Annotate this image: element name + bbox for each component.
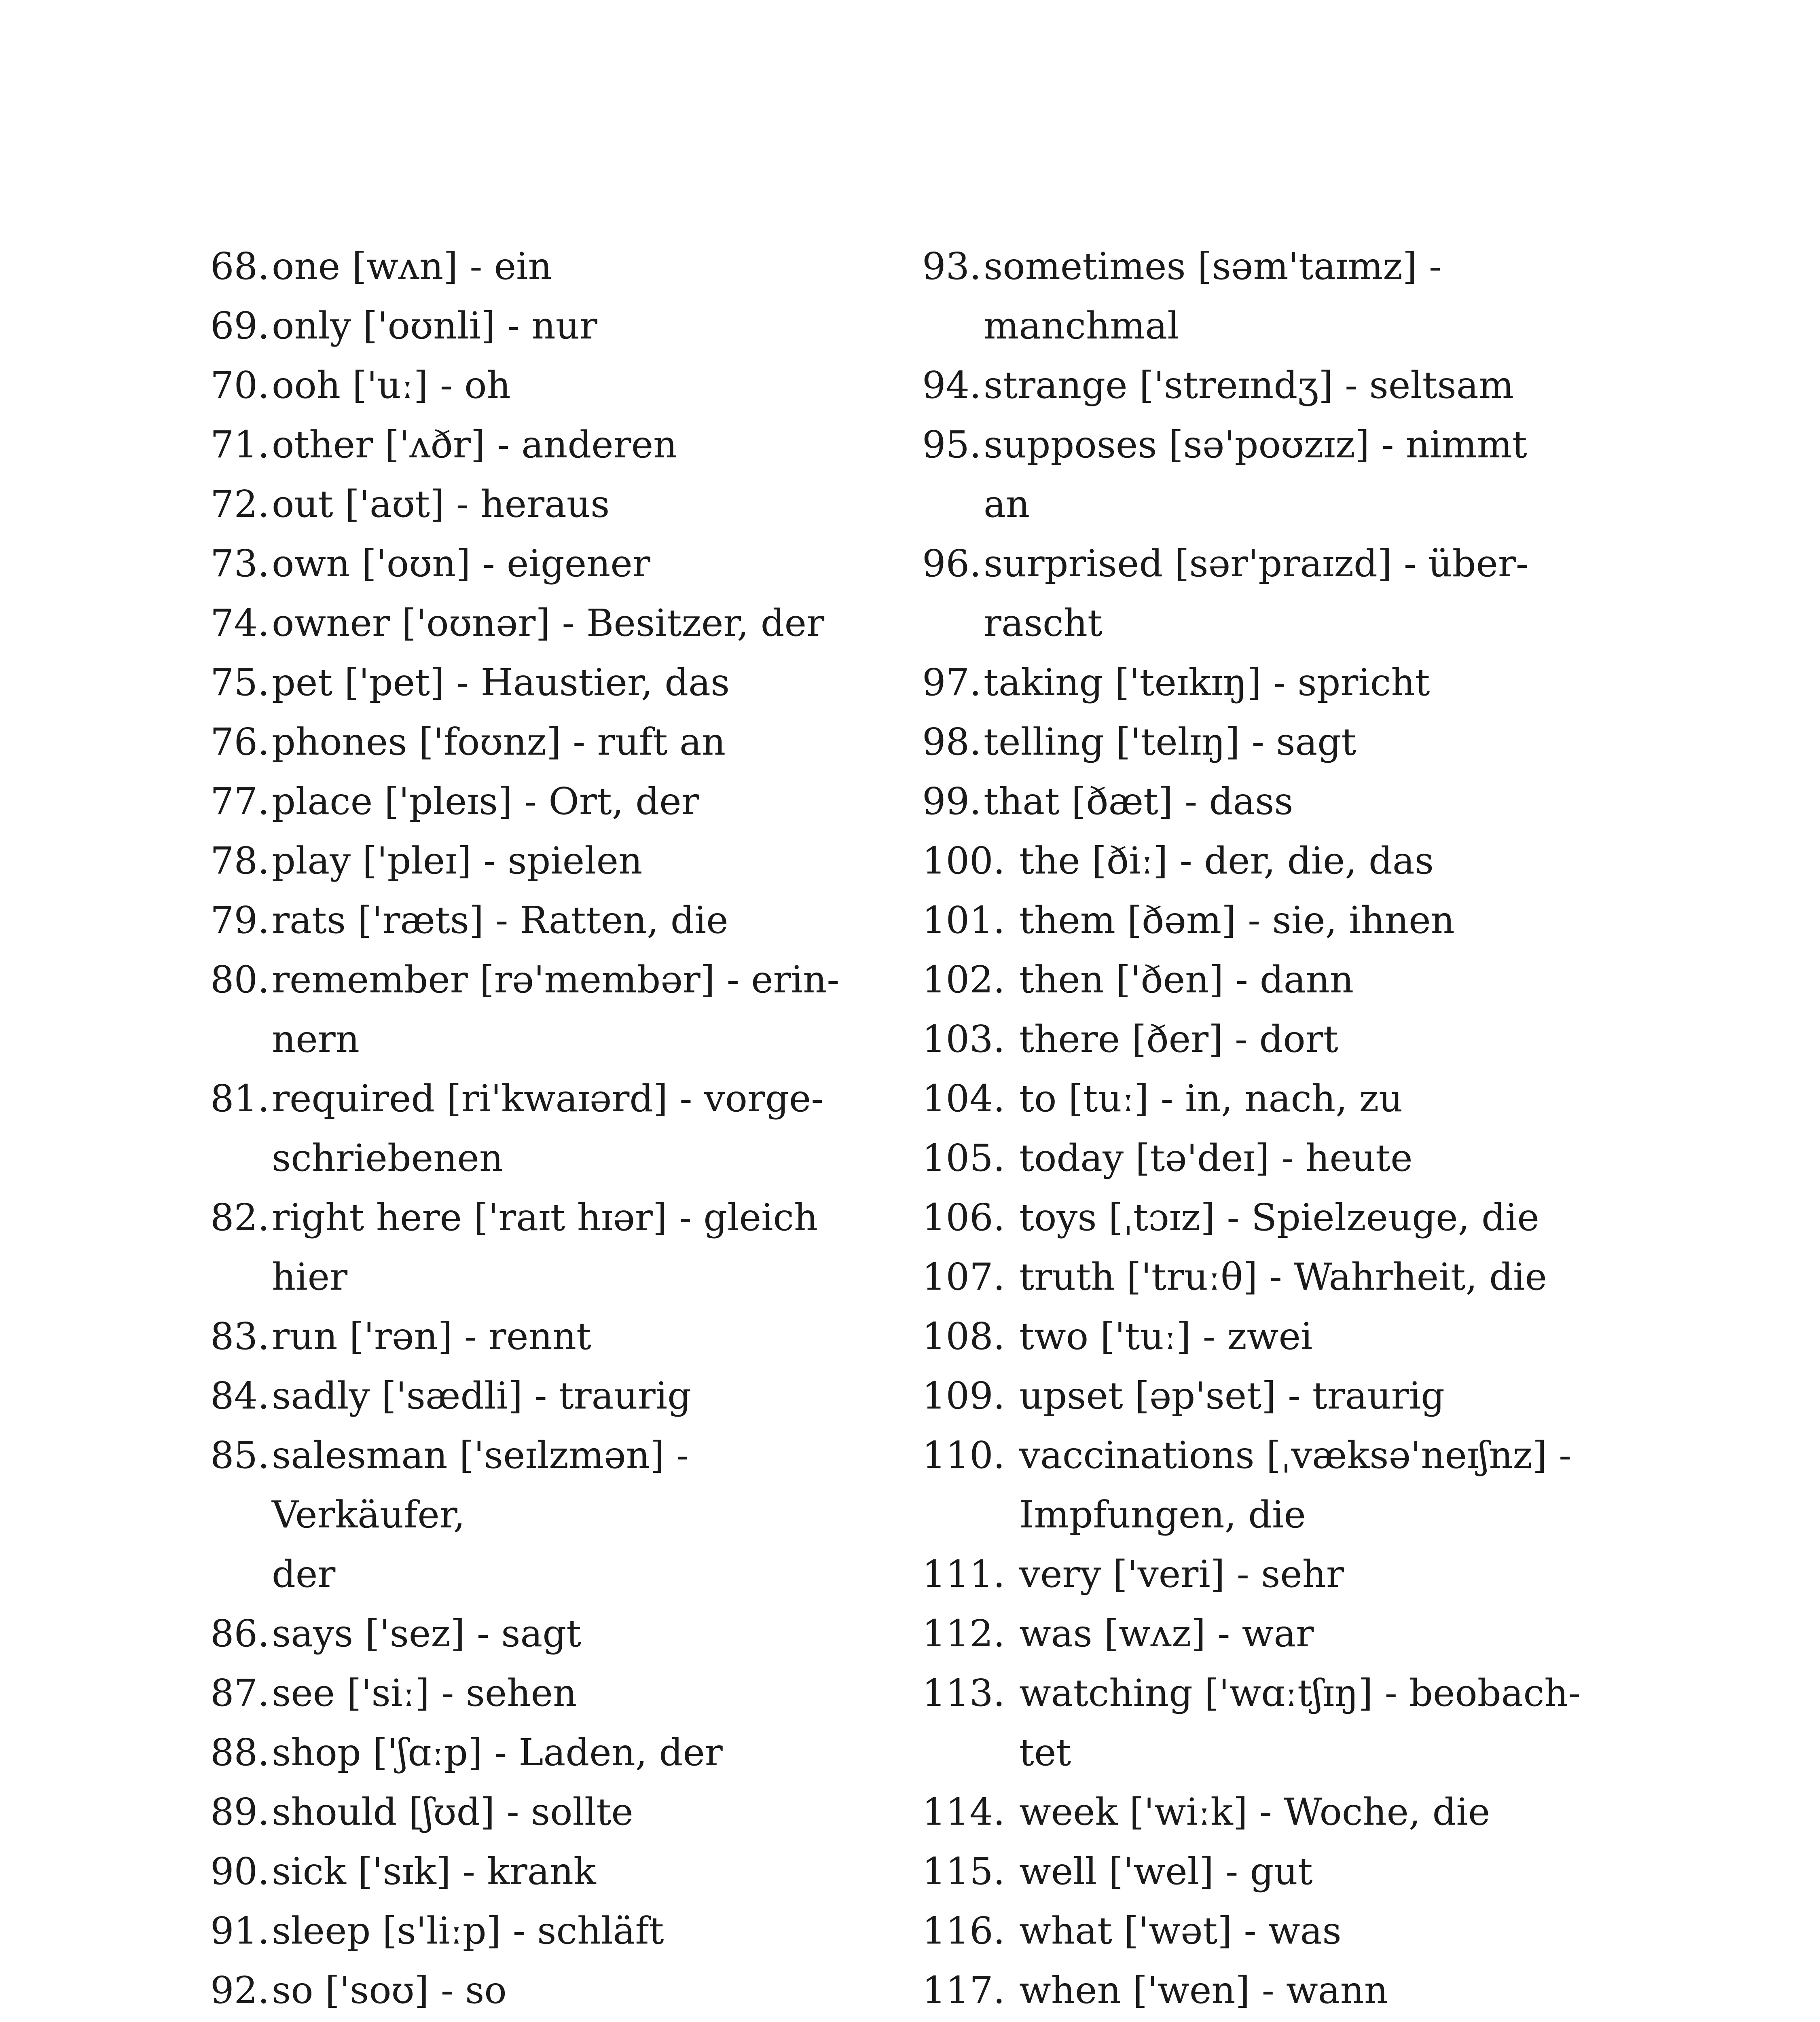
entry-number: 92. bbox=[210, 1969, 270, 2012]
entry-line: sadly ['sædli] - traurig bbox=[272, 1374, 692, 1417]
entry-number: 69. bbox=[210, 304, 270, 347]
entry-text bbox=[1019, 1426, 1585, 1544]
entry-number: 93. bbox=[922, 245, 982, 288]
vocabulary-entry bbox=[922, 1009, 1610, 1069]
entry-text bbox=[984, 237, 1574, 355]
vocabulary-entry bbox=[210, 1604, 898, 1663]
entry-text bbox=[272, 1723, 862, 1782]
entry-line: tet bbox=[1019, 1731, 1071, 1774]
entry-line: when ['wen] - wann bbox=[1019, 1969, 1388, 2012]
entry-line: strange ['streɪndʒ] - seltsam bbox=[984, 364, 1514, 407]
vocabulary-entry bbox=[210, 237, 898, 296]
entry-line: own ['oʊn] - eigener bbox=[272, 542, 650, 585]
entry-line: surprised [sər'praɪzd] - über- bbox=[984, 542, 1528, 585]
entry-number: 81. bbox=[210, 1077, 270, 1120]
entry-number: 95. bbox=[922, 423, 982, 466]
vocabulary-entry bbox=[922, 1544, 1610, 1604]
vocabulary-entry bbox=[922, 831, 1610, 890]
entry-number: 89. bbox=[210, 1790, 270, 1834]
entry-text bbox=[984, 772, 1574, 831]
entry-number: 82. bbox=[210, 1196, 270, 1239]
vocabulary-entry bbox=[922, 415, 1610, 534]
entry-number: 110. bbox=[922, 1434, 1005, 1477]
entry-number: 96. bbox=[922, 542, 982, 585]
entry-number: 83. bbox=[210, 1315, 270, 1358]
entry-text bbox=[272, 950, 862, 1069]
entry-text bbox=[272, 237, 862, 296]
entry-text bbox=[984, 415, 1574, 534]
entry-line: place ['pleɪs] - Ort, der bbox=[272, 780, 699, 823]
vocabulary-entry bbox=[210, 534, 898, 593]
entry-line: der bbox=[272, 1552, 336, 1596]
vocabulary-list-right bbox=[922, 237, 1610, 2020]
entry-number: 97. bbox=[922, 661, 982, 704]
entry-text bbox=[272, 534, 862, 593]
entry-text bbox=[1019, 1901, 1585, 1961]
entry-line: sleep [s'liːp] - schläft bbox=[272, 1909, 664, 1952]
vocabulary-list-left bbox=[210, 237, 898, 2020]
entry-number: 72. bbox=[210, 482, 270, 526]
vocabulary-entry bbox=[922, 712, 1610, 772]
vocabulary-entry bbox=[210, 1782, 898, 1842]
vocabulary-entry bbox=[922, 1782, 1610, 1842]
entry-line: so ['soʊ] - so bbox=[272, 1969, 507, 2012]
vocabulary-entry bbox=[210, 1842, 898, 1901]
entry-text bbox=[1019, 1247, 1585, 1307]
vocabulary-entry bbox=[210, 1901, 898, 1961]
entry-number: 100. bbox=[922, 839, 1005, 882]
entry-number: 99. bbox=[922, 780, 982, 823]
entry-text bbox=[272, 1604, 862, 1663]
entry-line: Impfungen, die bbox=[1019, 1493, 1306, 1536]
entry-number: 79. bbox=[210, 899, 270, 942]
entry-line: pet ['pet] - Haustier, das bbox=[272, 661, 730, 704]
vocabulary-entry bbox=[922, 1128, 1610, 1188]
entry-text bbox=[984, 653, 1574, 712]
entry-line: supposes [sə'poʊzɪz] - nimmt an bbox=[984, 423, 1527, 526]
entry-line: watching ['wɑːtʃɪŋ] - beobach- bbox=[1019, 1671, 1581, 1715]
entry-line: then ['ðen] - dann bbox=[1019, 958, 1354, 1001]
entry-text bbox=[1019, 1307, 1585, 1366]
entry-line: well ['wel] - gut bbox=[1019, 1850, 1313, 1893]
vocabulary-entry bbox=[210, 1188, 898, 1307]
entry-text bbox=[1019, 1663, 1585, 1782]
entry-line: rascht bbox=[984, 601, 1103, 645]
entry-number: 114. bbox=[922, 1790, 1005, 1834]
entry-text bbox=[1019, 1128, 1585, 1188]
entry-text bbox=[272, 1782, 862, 1842]
entry-number: 103. bbox=[922, 1017, 1005, 1061]
entry-text bbox=[272, 1901, 862, 1961]
entry-line: vaccinations [ˌvæksə'neɪʃnz] - bbox=[1019, 1434, 1572, 1477]
entry-number: 108. bbox=[922, 1315, 1005, 1358]
vocabulary-entry bbox=[210, 712, 898, 772]
entry-text bbox=[1019, 1009, 1585, 1069]
entry-number: 102. bbox=[922, 958, 1005, 1001]
entry-number: 106. bbox=[922, 1196, 1005, 1239]
entry-text bbox=[272, 1069, 862, 1188]
entry-line: see ['siː] - sehen bbox=[272, 1671, 577, 1715]
entry-number: 101. bbox=[922, 899, 1005, 942]
entry-text bbox=[272, 1307, 862, 1366]
entry-line: today [tə'deɪ] - heute bbox=[1019, 1136, 1413, 1180]
entry-line: there [ðer] - dort bbox=[1019, 1017, 1338, 1061]
entry-number: 112. bbox=[922, 1612, 1005, 1655]
vocabulary-entry bbox=[922, 1901, 1610, 1961]
entry-text bbox=[1019, 1188, 1585, 1247]
entry-line: phones ['foʊnz] - ruft an bbox=[272, 720, 726, 764]
entry-text bbox=[1019, 890, 1585, 950]
entry-number: 109. bbox=[922, 1374, 1005, 1417]
entry-line: owner ['oʊnər] - Besitzer, der bbox=[272, 601, 825, 645]
entry-text bbox=[272, 1663, 862, 1723]
entry-line: ooh ['uː] - oh bbox=[272, 364, 511, 407]
entry-text bbox=[272, 831, 862, 890]
vocabulary-entry bbox=[922, 237, 1610, 355]
entry-number: 76. bbox=[210, 720, 270, 764]
entry-line: only ['oʊnli] - nur bbox=[272, 304, 597, 347]
entry-line: right here ['raɪt hɪər] - gleich hier bbox=[272, 1196, 818, 1299]
entry-text bbox=[272, 772, 862, 831]
entry-text bbox=[1019, 1069, 1585, 1128]
vocabulary-entry bbox=[922, 950, 1610, 1009]
entry-line: toys [ˌtɔɪz] - Spielzeuge, die bbox=[1019, 1196, 1539, 1239]
entry-number: 87. bbox=[210, 1671, 270, 1715]
vocabulary-entry bbox=[210, 415, 898, 474]
entry-line: schriebenen bbox=[272, 1136, 504, 1180]
entry-line: one [wʌn] - ein bbox=[272, 245, 552, 288]
entry-line: truth ['truːθ] - Wahrheit, die bbox=[1019, 1255, 1547, 1299]
entry-line: remember [rə'membər] - erin- bbox=[272, 958, 840, 1001]
entry-line: says ['sez] - sagt bbox=[272, 1612, 582, 1655]
entry-text bbox=[272, 474, 862, 534]
entry-text bbox=[272, 1426, 862, 1604]
entry-text bbox=[272, 1842, 862, 1901]
vocabulary-entry bbox=[210, 355, 898, 415]
entry-text bbox=[1019, 1961, 1585, 2020]
vocabulary-entry bbox=[922, 1188, 1610, 1247]
entry-number: 107. bbox=[922, 1255, 1005, 1299]
entry-line: upset [əp'set] - traurig bbox=[1019, 1374, 1445, 1417]
entry-number: 78. bbox=[210, 839, 270, 882]
entry-text bbox=[984, 712, 1574, 772]
vocabulary-entry bbox=[210, 1307, 898, 1366]
entry-text bbox=[272, 890, 862, 950]
entry-text bbox=[1019, 1544, 1585, 1604]
entry-text bbox=[984, 355, 1574, 415]
entry-line: the [ðiː] - der, die, das bbox=[1019, 839, 1434, 882]
entry-line: two ['tuː] - zwei bbox=[1019, 1315, 1313, 1358]
vocabulary-entry bbox=[210, 593, 898, 653]
entry-number: 94. bbox=[922, 364, 982, 407]
vocabulary-entry bbox=[210, 296, 898, 355]
vocabulary-entry bbox=[210, 831, 898, 890]
entry-line: nern bbox=[272, 1017, 360, 1061]
entry-line: should [ʃʊd] - sollte bbox=[272, 1790, 633, 1834]
entry-number: 90. bbox=[210, 1850, 270, 1893]
entry-text bbox=[272, 1961, 862, 2020]
vocabulary-entry bbox=[922, 1842, 1610, 1901]
entry-line: telling ['telɪŋ] - sagt bbox=[984, 720, 1357, 764]
entry-number: 116. bbox=[922, 1909, 1005, 1952]
vocabulary-entry bbox=[922, 355, 1610, 415]
vocabulary-entry bbox=[922, 1307, 1610, 1366]
entry-number: 70. bbox=[210, 364, 270, 407]
entry-line: manchmal bbox=[984, 304, 1179, 347]
entry-text bbox=[272, 712, 862, 772]
vocabulary-entry bbox=[210, 1961, 898, 2020]
entry-line: required [ri'kwaɪərd] - vorge- bbox=[272, 1077, 824, 1120]
entry-text bbox=[984, 534, 1574, 653]
entry-number: 98. bbox=[922, 720, 982, 764]
vocabulary-entry bbox=[922, 890, 1610, 950]
entry-number: 115. bbox=[922, 1850, 1005, 1893]
entry-text bbox=[1019, 1782, 1585, 1842]
vocabulary-entry bbox=[210, 1723, 898, 1782]
entry-line: shop ['ʃɑːp] - Laden, der bbox=[272, 1731, 723, 1774]
vocabulary-entry bbox=[922, 1366, 1610, 1426]
entry-number: 104. bbox=[922, 1077, 1005, 1120]
vocabulary-entry bbox=[922, 772, 1610, 831]
entry-text bbox=[272, 1188, 862, 1307]
entry-number: 75. bbox=[210, 661, 270, 704]
vocabulary-entry bbox=[210, 772, 898, 831]
vocabulary-entry bbox=[210, 1426, 898, 1604]
entry-line: was [wʌz] - war bbox=[1019, 1612, 1314, 1655]
entry-line: what ['wət] - was bbox=[1019, 1909, 1342, 1952]
entry-line: run ['rən] - rennt bbox=[272, 1315, 591, 1358]
entry-text bbox=[272, 1366, 862, 1426]
entry-number: 117. bbox=[922, 1969, 1005, 2012]
entry-number: 88. bbox=[210, 1731, 270, 1774]
entry-text bbox=[1019, 831, 1585, 890]
entry-number: 80. bbox=[210, 958, 270, 1001]
entry-text bbox=[1019, 1366, 1585, 1426]
entry-line: other ['ʌðr] - anderen bbox=[272, 423, 677, 466]
entry-number: 71. bbox=[210, 423, 270, 466]
vocabulary-entry bbox=[922, 1663, 1610, 1782]
entry-number: 111. bbox=[922, 1552, 1005, 1596]
entry-number: 74. bbox=[210, 601, 270, 645]
vocabulary-entry bbox=[210, 474, 898, 534]
entry-number: 91. bbox=[210, 1909, 270, 1952]
vocabulary-entry bbox=[210, 1069, 898, 1188]
entry-line: out ['aʊt] - heraus bbox=[272, 482, 610, 526]
entry-line: to [tuː] - in, nach, zu bbox=[1019, 1077, 1403, 1120]
vocabulary-entry bbox=[210, 1366, 898, 1426]
entry-number: 73. bbox=[210, 542, 270, 585]
vocabulary-entry bbox=[210, 890, 898, 950]
entry-text bbox=[1019, 1604, 1585, 1663]
entry-line: sometimes [səm'taɪmz] - bbox=[984, 245, 1442, 288]
vocabulary-entry bbox=[922, 1426, 1610, 1544]
entry-text bbox=[1019, 1842, 1585, 1901]
entry-text bbox=[1019, 950, 1585, 1009]
vocabulary-entry bbox=[922, 1604, 1610, 1663]
vocabulary-entry bbox=[210, 1663, 898, 1723]
entry-line: sick ['sɪk] - krank bbox=[272, 1850, 596, 1893]
entry-number: 84. bbox=[210, 1374, 270, 1417]
entry-line: rats ['ræts] - Ratten, die bbox=[272, 899, 728, 942]
entry-line: that [ðæt] - dass bbox=[984, 780, 1293, 823]
entry-text bbox=[272, 355, 862, 415]
entry-line: salesman ['seɪlzmən] - Verkäufer, bbox=[272, 1434, 689, 1536]
vocabulary-entry bbox=[922, 534, 1610, 653]
entry-number: 113. bbox=[922, 1671, 1005, 1715]
entry-line: week ['wiːk] - Woche, die bbox=[1019, 1790, 1490, 1834]
vocabulary-entry bbox=[210, 653, 898, 712]
entry-line: them [ðəm] - sie, ihnen bbox=[1019, 899, 1455, 942]
vocabulary-entry bbox=[922, 653, 1610, 712]
vocabulary-entry bbox=[922, 1069, 1610, 1128]
entry-number: 85. bbox=[210, 1434, 270, 1477]
entry-line: very ['veri] - sehr bbox=[1019, 1552, 1344, 1596]
vocabulary-entry bbox=[210, 950, 898, 1069]
entry-text bbox=[272, 415, 862, 474]
entry-line: taking ['teɪkɪŋ] - spricht bbox=[984, 661, 1430, 704]
entry-text bbox=[272, 593, 862, 653]
entry-number: 68. bbox=[210, 245, 270, 288]
entry-text bbox=[272, 296, 862, 355]
entry-line: play ['pleɪ] - spielen bbox=[272, 839, 643, 882]
entry-number: 105. bbox=[922, 1136, 1005, 1180]
vocabulary-entry bbox=[922, 1961, 1610, 2020]
entry-number: 77. bbox=[210, 780, 270, 823]
vocabulary-entry bbox=[922, 1247, 1610, 1307]
entry-text bbox=[272, 653, 862, 712]
entry-number: 86. bbox=[210, 1612, 270, 1655]
